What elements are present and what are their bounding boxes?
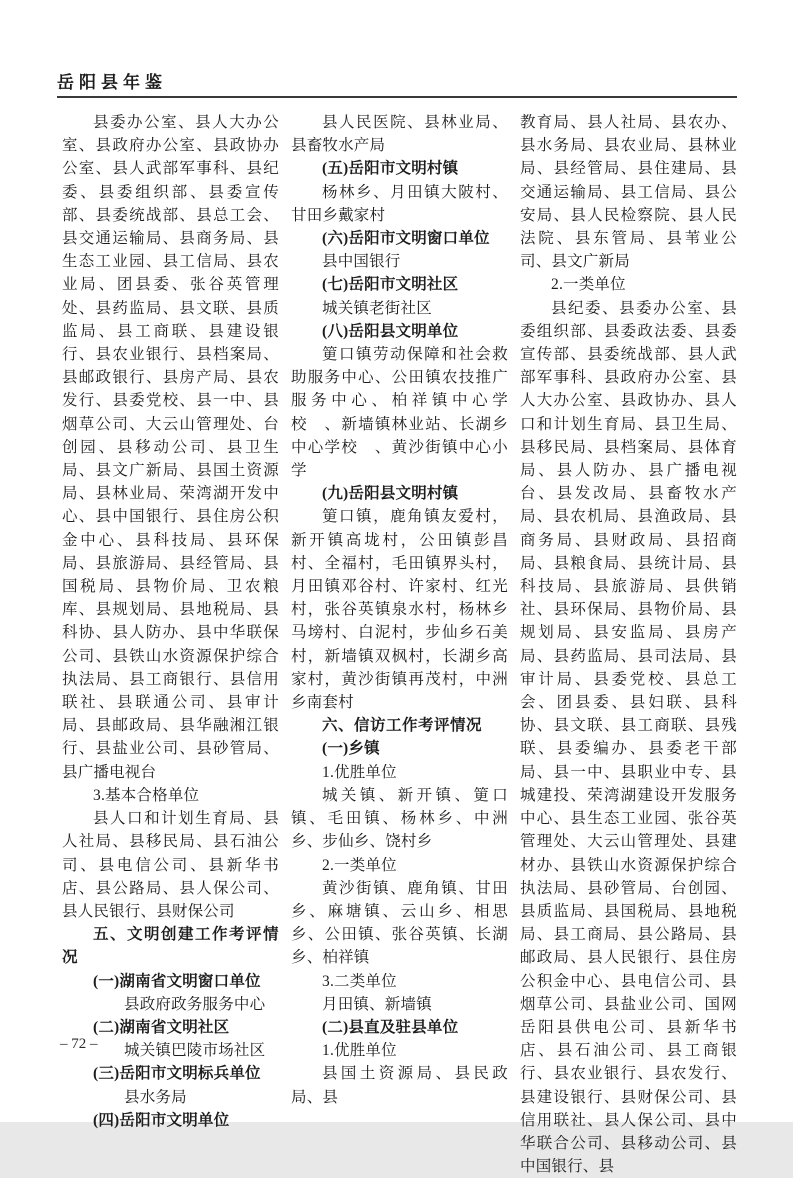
paragraph: 1.优胜单位 — [322, 763, 397, 781]
paragraph: 城关镇巴陵市场社区 — [124, 1042, 266, 1060]
paragraph: 县人民医院、县林业局、县畜牧水产局 — [291, 114, 508, 155]
column-middle — [291, 111, 508, 1106]
paragraph: 筻口镇，鹿角镇友爱村，新开镇高垅村，公田镇彭昌村、全福村，毛田镇界头村，月田镇邓谷村、许家村、红光村，张谷英镇泉水村，杨林乡马塝村、白泥村，步仙乡石美村，新墙镇双枫村，长湖乡高家村，黄沙街镇再茂村，中洲乡南套村 — [291, 508, 508, 712]
page-number: – 72 – — [60, 1036, 98, 1052]
section-heading: 六、信访工作考评情况 — [322, 717, 483, 735]
paragraph: 3.二类单位 — [322, 972, 397, 990]
section-heading: (六)岳阳市文明窗口单位 — [322, 230, 490, 248]
paragraph: 3.基本合格单位 — [93, 786, 200, 804]
section-heading: (二)湖南省文明社区 — [93, 1018, 230, 1036]
paragraph: 县水务局 — [124, 1088, 187, 1106]
paragraph: 县中国银行 — [322, 253, 401, 271]
paragraph: 城关镇老街社区 — [322, 299, 432, 317]
section-heading: (一)湖南省文明窗口单位 — [93, 972, 261, 990]
section-heading: (三)岳阳市文明标兵单位 — [93, 1065, 261, 1083]
section-heading: (九)岳阳县文明村镇 — [322, 485, 459, 503]
paragraph: 县人口和计划生育局、县人社局、县移民局、县石油公司、县电信公司、县新华书店、县公路局、县人保公司、县人民银行、县财保公司 — [62, 810, 279, 920]
page-header — [57, 68, 736, 93]
column-right — [520, 111, 737, 1176]
section-heading: (五)岳阳市文明村镇 — [322, 160, 459, 178]
paragraph: 城关镇、新开镇、筻口镇、毛田镇、杨林乡、中洲乡、步仙乡、饶村乡 — [291, 786, 508, 851]
running-head-title: 岳阳县年鉴 — [57, 73, 167, 92]
paragraph: 月田镇、新墙镇 — [322, 995, 432, 1013]
paragraph: 县政府政务服务中心 — [124, 995, 266, 1013]
section-heading: (四)岳阳市文明单位 — [93, 1111, 230, 1129]
section-heading: (二)县直及驻县单位 — [322, 1018, 459, 1036]
paragraph: 1.优胜单位 — [322, 1042, 397, 1060]
header-rule — [57, 96, 737, 98]
section-heading: (八)岳阳县文明单位 — [322, 322, 459, 340]
paragraph: 筻口镇劳动保障和社会救助服务中心、公田镇农技推广服务中心、柏祥镇中心学校 、新墙镇林业站、长湖乡中心学校 、黄沙街镇中心小学 — [291, 346, 508, 480]
page-footer — [60, 1036, 98, 1053]
section-heading: (一)乡镇 — [322, 740, 380, 758]
paragraph: 县纪委、县委办公室、县委组织部、县委政法委、县委宣传部、县委统战部、县人武部军事科、县政府办公室、县人大办公室、县政协办、县人口和计划生育局、县卫生局、县移民局、县档案局、县体育局、县人防办、县广播电视台、县发改局、县畜牧水产局、县农机局、县渔政局、县商务局、县财政局、县招商局、县粮食局、县统计局、县科技局、县旅游局、县供销社、县环保局、县物价局、县规划局、县安监局、县房产局、县药监局、县司法局、县审计局、县委党校、县总工会、团县委、县妇联、县科协、县文联、县工商联、县残联、县委编办、县委老干部局、县一中、县职业中专、县城建投、荣湾湖建设开发服务中心、县生态工业园、张谷英管理处、大云山管理处、县建材办、县铁山水资源保护综合执法局、县砂管局、台创园、县质监局、县国税局、县地税局、县工商局、县公路局、县邮政局、县人民银行、县住房公积金中心、县电信公司、县烟草公司、县盐业公司、国网岳阳县供电公司、县新华书店、县石油公司、县工商银行、县农业银行、县农发行、县建设银行、县财保公司、县信用联社、县人保公司、县中华联合公司、县移动公司、县中国银行、县 — [520, 299, 737, 1176]
paragraph: 2.一类单位 — [322, 856, 397, 874]
section-heading: (七)岳阳市文明社区 — [322, 276, 459, 294]
section-heading: 五、文明创建工作考评情况 — [62, 926, 279, 967]
paragraph: 县国土资源局、县民政局、县 — [291, 1065, 508, 1106]
paragraph: 2.一类单位 — [551, 276, 626, 294]
paragraph: 教育局、县人社局、县农办、县水务局、县农业局、县林业局、县经管局、县住建局、县交通运输局、县工信局、县公安局、县人民检察院、县人民法院、县东管局、县苇业公司、县文广新局 — [520, 114, 737, 271]
paragraph: 县委办公室、县人大办公室、县政府办公室、县政协办公室、县人武部军事科、县纪委、县委组织部、县委宣传部、县委统战部、县总工会、县交通运输局、县商务局、县生态工业园、县工信局、县农业局、团县委、张谷英管理处、县药监局、县文联、县质监局、县工商联、县建设银行、县农业银行、县档案局、县邮政银行、县房产局、县农发行、县委党校、县一中、县烟草公司、大云山管理处、台创园、县移动公司、县卫生局、县文广新局、县国土资源局、县林业局、荣湾湖开发中心、县中国银行、县住房公积金中心、县科技局、县环保局、县旅游局、县经管局、县国税局、县物价局、卫农粮库、县规划局、县地税局、县科协、县人防办、县中华联保公司、县铁山水资源保护综合执法局、县工商银行、县信用联社、县联通公司、县审计局、县邮政局、县华融湘江银行、县盐业公司、县砂管局、县广播电视台 — [62, 114, 279, 781]
paragraph: 杨林乡、月田镇大陂村、甘田乡戴家村 — [291, 183, 508, 224]
paragraph: 黄沙街镇、鹿角镇、甘田乡、麻塘镇、云山乡、相思乡、公田镇、张谷英镇、长湖乡、柏祥镇 — [291, 879, 508, 967]
